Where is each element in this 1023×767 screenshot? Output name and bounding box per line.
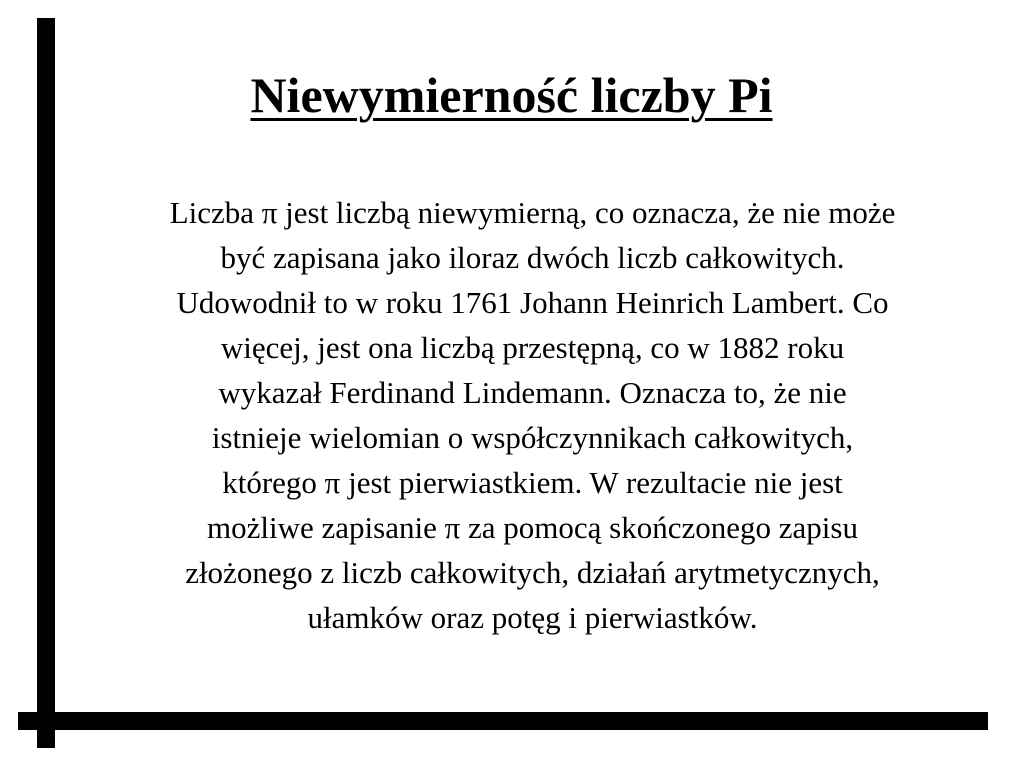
body-line: być zapisana jako iloraz dwóch liczb całkowitych. — [220, 240, 845, 275]
body-line: złożonego z liczb całkowitych, działań arytmetycznych, — [185, 555, 880, 590]
frame-horizontal-bar — [18, 712, 988, 730]
body-line: możliwe zapisanie π za pomocą skończonego zapisu — [207, 510, 858, 545]
body-line: wykazał Ferdinand Lindemann. Oznacza to, że nie — [218, 375, 847, 410]
body-line: Udowodnił to w roku 1761 Johann Heinrich Lambert. Co — [176, 285, 889, 320]
body-line: ułamków oraz potęg i pierwiastków. — [307, 600, 758, 635]
body-line: więcej, jest ona liczbą przestępną, co w 1882 roku — [220, 330, 845, 365]
body-line: istnieje wielomian o współczynnikach całkowitych, — [211, 420, 854, 455]
slide-body — [60, 190, 1005, 640]
frame-vertical-bar — [37, 18, 55, 748]
body-line: którego π jest pierwiastkiem. W rezultacie nie jest — [222, 465, 843, 500]
body-line: Liczba π jest liczbą niewymierną, co oznacza, że nie może — [169, 195, 896, 230]
slide-title: Niewymierność liczby Pi — [250, 67, 773, 123]
